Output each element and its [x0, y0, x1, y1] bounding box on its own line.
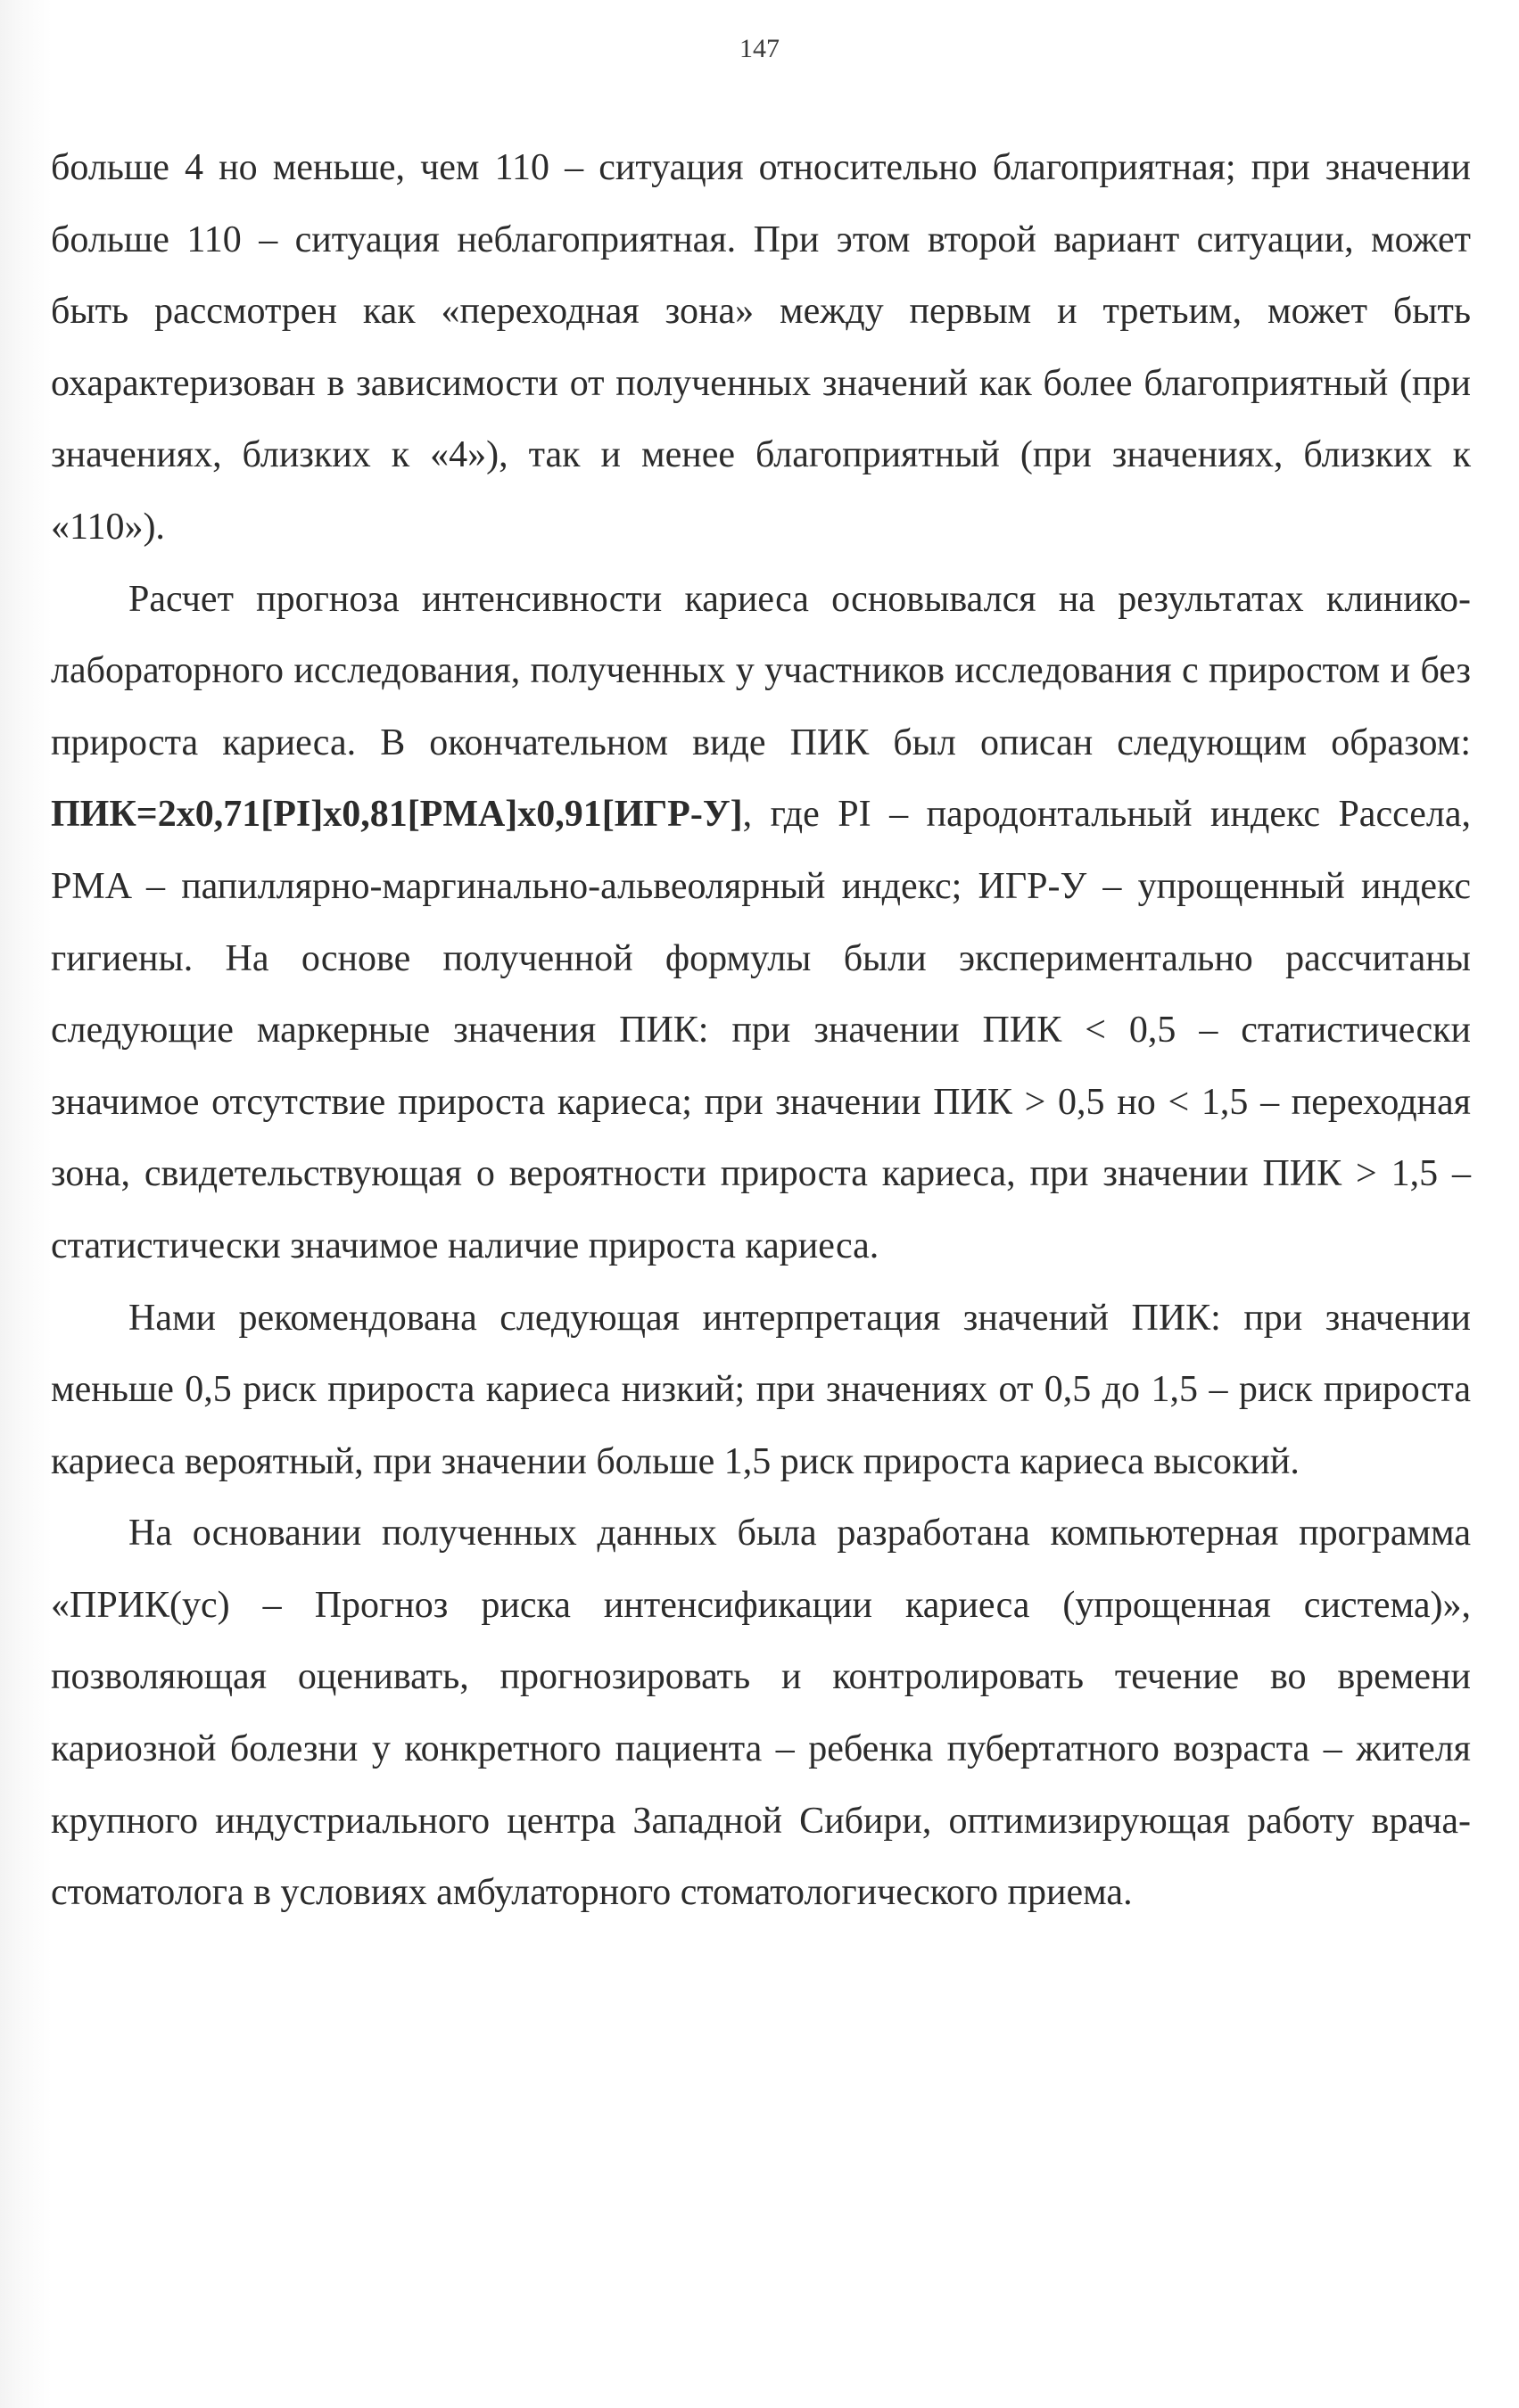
paragraph-1: больше 4 но меньше, чем 110 – ситуация относительно благоприятная; при значении больше 110 – ситуация неблагоприятная. При этом второй вариант ситуации, может быть рассмотрен как «переходная зона» между первым и третьим, может быть охарактеризован в зависимости от полученных значений как более благоприятный (при значениях, близких к «4»), так и менее благоприятный (при значениях, близких к «110»).	[51, 147, 1471, 548]
document-body	[51, 132, 1471, 1929]
paragraph-4: На основании полученных данных была разработана компьютерная программа «ПРИК(ус) – Прогноз риска интенсификации кариеса (упрощенная система)», позволяющая оценивать, прогнозировать и контролировать течение во времени кариозной болезни у конкретного пациента – ребенка пубертатного возраста – жителя крупного индустриального центра Западной Сибири, оптимизирующая работу врача-стоматолога в условиях амбулаторного стоматологического приема.	[51, 1513, 1471, 1914]
paragraph-2	[51, 564, 1471, 1282]
scan-edge-shadow	[0, 0, 52, 2408]
pik-formula: ПИК=2x0,71[PI]x0,81[PMA]x0,91[ИГР-У]	[51, 794, 743, 836]
paragraph-3: Нами рекомендована следующая интерпретация значений ПИК: при значении меньше 0,5 риск прироста кариеса низкий; при значениях от 0,5 до 1,5 – риск прироста кариеса вероятный, при значении больше 1,5 риск прироста кариеса высокий.	[51, 1297, 1471, 1482]
paragraph-2-text-after: , где PI – пародонтальный индекс Рассела, PMA – папиллярно-маргинально-альвеолярный индекс; ИГР-У – упрощенный индекс гигиены. На основе полученной формулы были экспериментально рассчитаны следующие маркерные значения ПИК: при значении ПИК < 0,5 – статистически значимое отсутствие прироста кариеса; при значении ПИК > 0,5 но < 1,5 – переходная зона, свидетельствующая о вероятности прироста кариеса, при значении ПИК > 1,5 – статистически значимое наличие прироста кариеса.	[51, 794, 1471, 1266]
page-number: 147	[739, 34, 780, 63]
paragraph-2-text-before: Расчет прогноза интенсивности кариеса основывался на результатах клинико-лабораторного исследования, полученных у участников исследования с приростом и без прироста кариеса. В окончательном виде ПИК был описан следующим образом:	[51, 578, 1471, 763]
